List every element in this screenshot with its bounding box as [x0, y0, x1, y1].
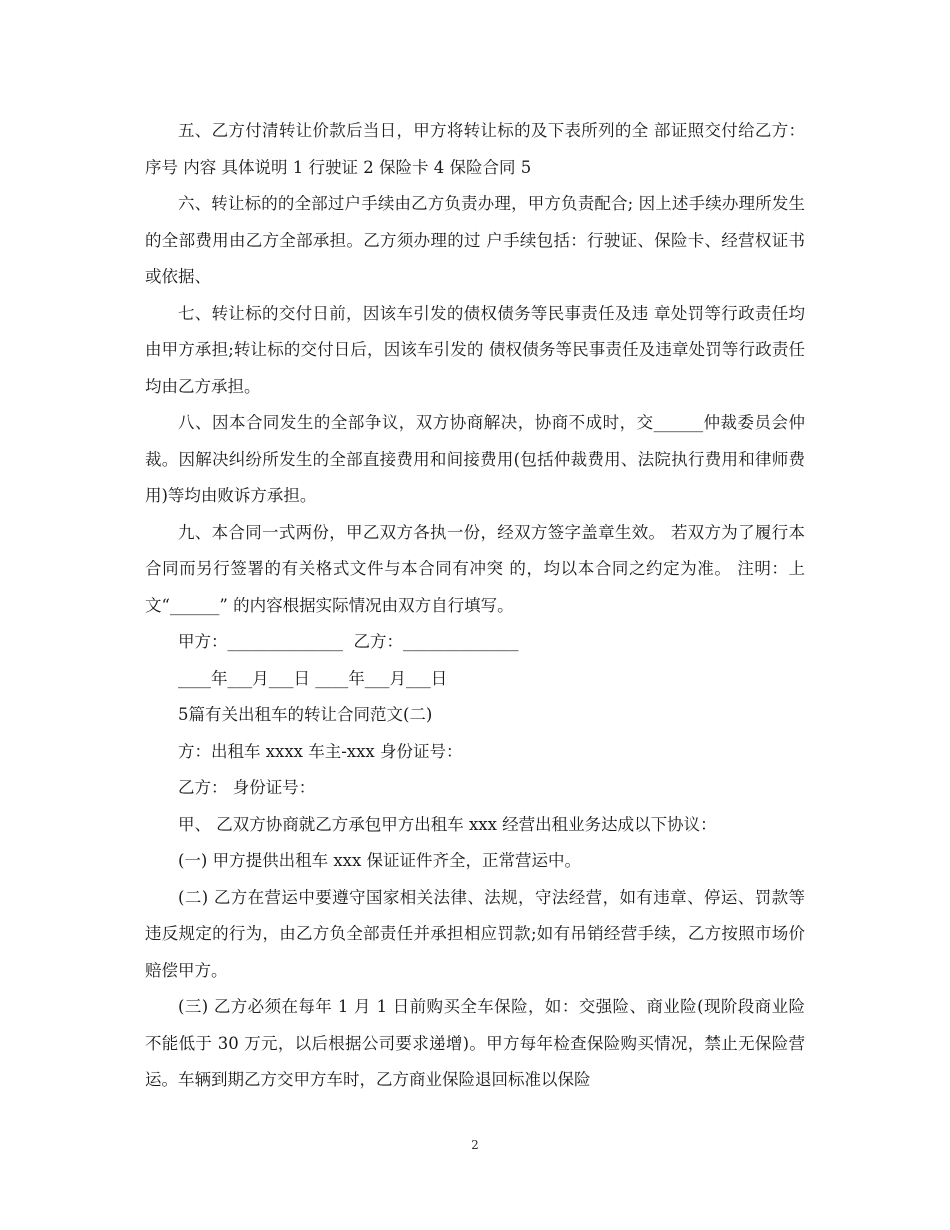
document-body: [145, 113, 805, 1099]
agreement-intro: 甲、 乙双方协商就乙方承包甲方出租车 xxx 经营出租业务达成以下协议：: [178, 814, 717, 834]
paragraph-8: 八、因本合同发生的全部争议，双方协商解决，协商不成时，交______仲裁委员会仲裁。因解决纠纷所发生的全部直接费用和间接费用(包括仲裁费用、法院执行费用和律师费用)等均由败诉方承担。: [145, 413, 805, 505]
paragraph-6: 六、转让标的的全部过户手续由乙方负责办理，甲方负责配合; 因上述手续办理所发生的全部费用由乙方全部承担。乙方须办理的过 户手续包括：行驶证、保险卡、经营权证书或依据、: [145, 194, 805, 286]
party-b-line: 乙方： 身份证号：: [178, 778, 316, 797]
page-number: 2: [471, 1138, 479, 1152]
date-line: ____年___月___日 ____年___月___日: [178, 668, 448, 688]
clause-3: (三) 乙方必须在每年 1 月 1 日前购买全车保险，如：交强险、商业险(现阶段商业险不能低于 30 万元，以后根据公司要求递增)。甲方每年检查保险购买情况，禁止无保险营运。车辆到期乙方交甲方车时，乙方商业保险退回标准以保险: [145, 997, 805, 1089]
signature-line: 甲方：______________ 乙方：______________: [178, 632, 519, 651]
clause-1: (一) 甲方提供出租车 xxx 保证证件齐全，正常营运中。: [178, 851, 582, 870]
section-title: 5篇有关出租车的转让合同范文(二): [178, 705, 433, 724]
paragraph-7: 七、转让标的交付日前，因该车引发的债权债务等民事责任及违 章处罚等行政责任均由甲方承担;转让标的交付日后，因该车引发的 债权债务等民事责任及违章处罚等行政责任均由乙方承担。: [145, 303, 805, 396]
party-a-line: 方：出租车 xxxx 车主-xxx 身份证号：: [178, 741, 463, 761]
clause-2: (二) 乙方在营运中要遵守国家相关法律、法规，守法经营，如有违章、停运、罚款等违反规定的行为，由乙方负全部责任并承担相应罚款;如有吊销经营手续，乙方按照市场价赔偿甲方。: [145, 887, 805, 980]
paragraph-9: 九、本合同一式两份，甲乙双方各执一份，经双方签字盖章生效。 若双方为了履行本合同而另行签署的有关格式文件与本合同有冲突 的，均以本合同之约定为准。 注明：上文“______” 的内容根据实际情况由双方自行填写。: [145, 522, 805, 615]
paragraph-5: 五、乙方付清转让价款后当日，甲方将转让标的及下表所列的全 部证照交付给乙方： 序号 内容 具体说明 1 行驶证 2 保险卡 4 保险合同 5: [145, 121, 805, 177]
